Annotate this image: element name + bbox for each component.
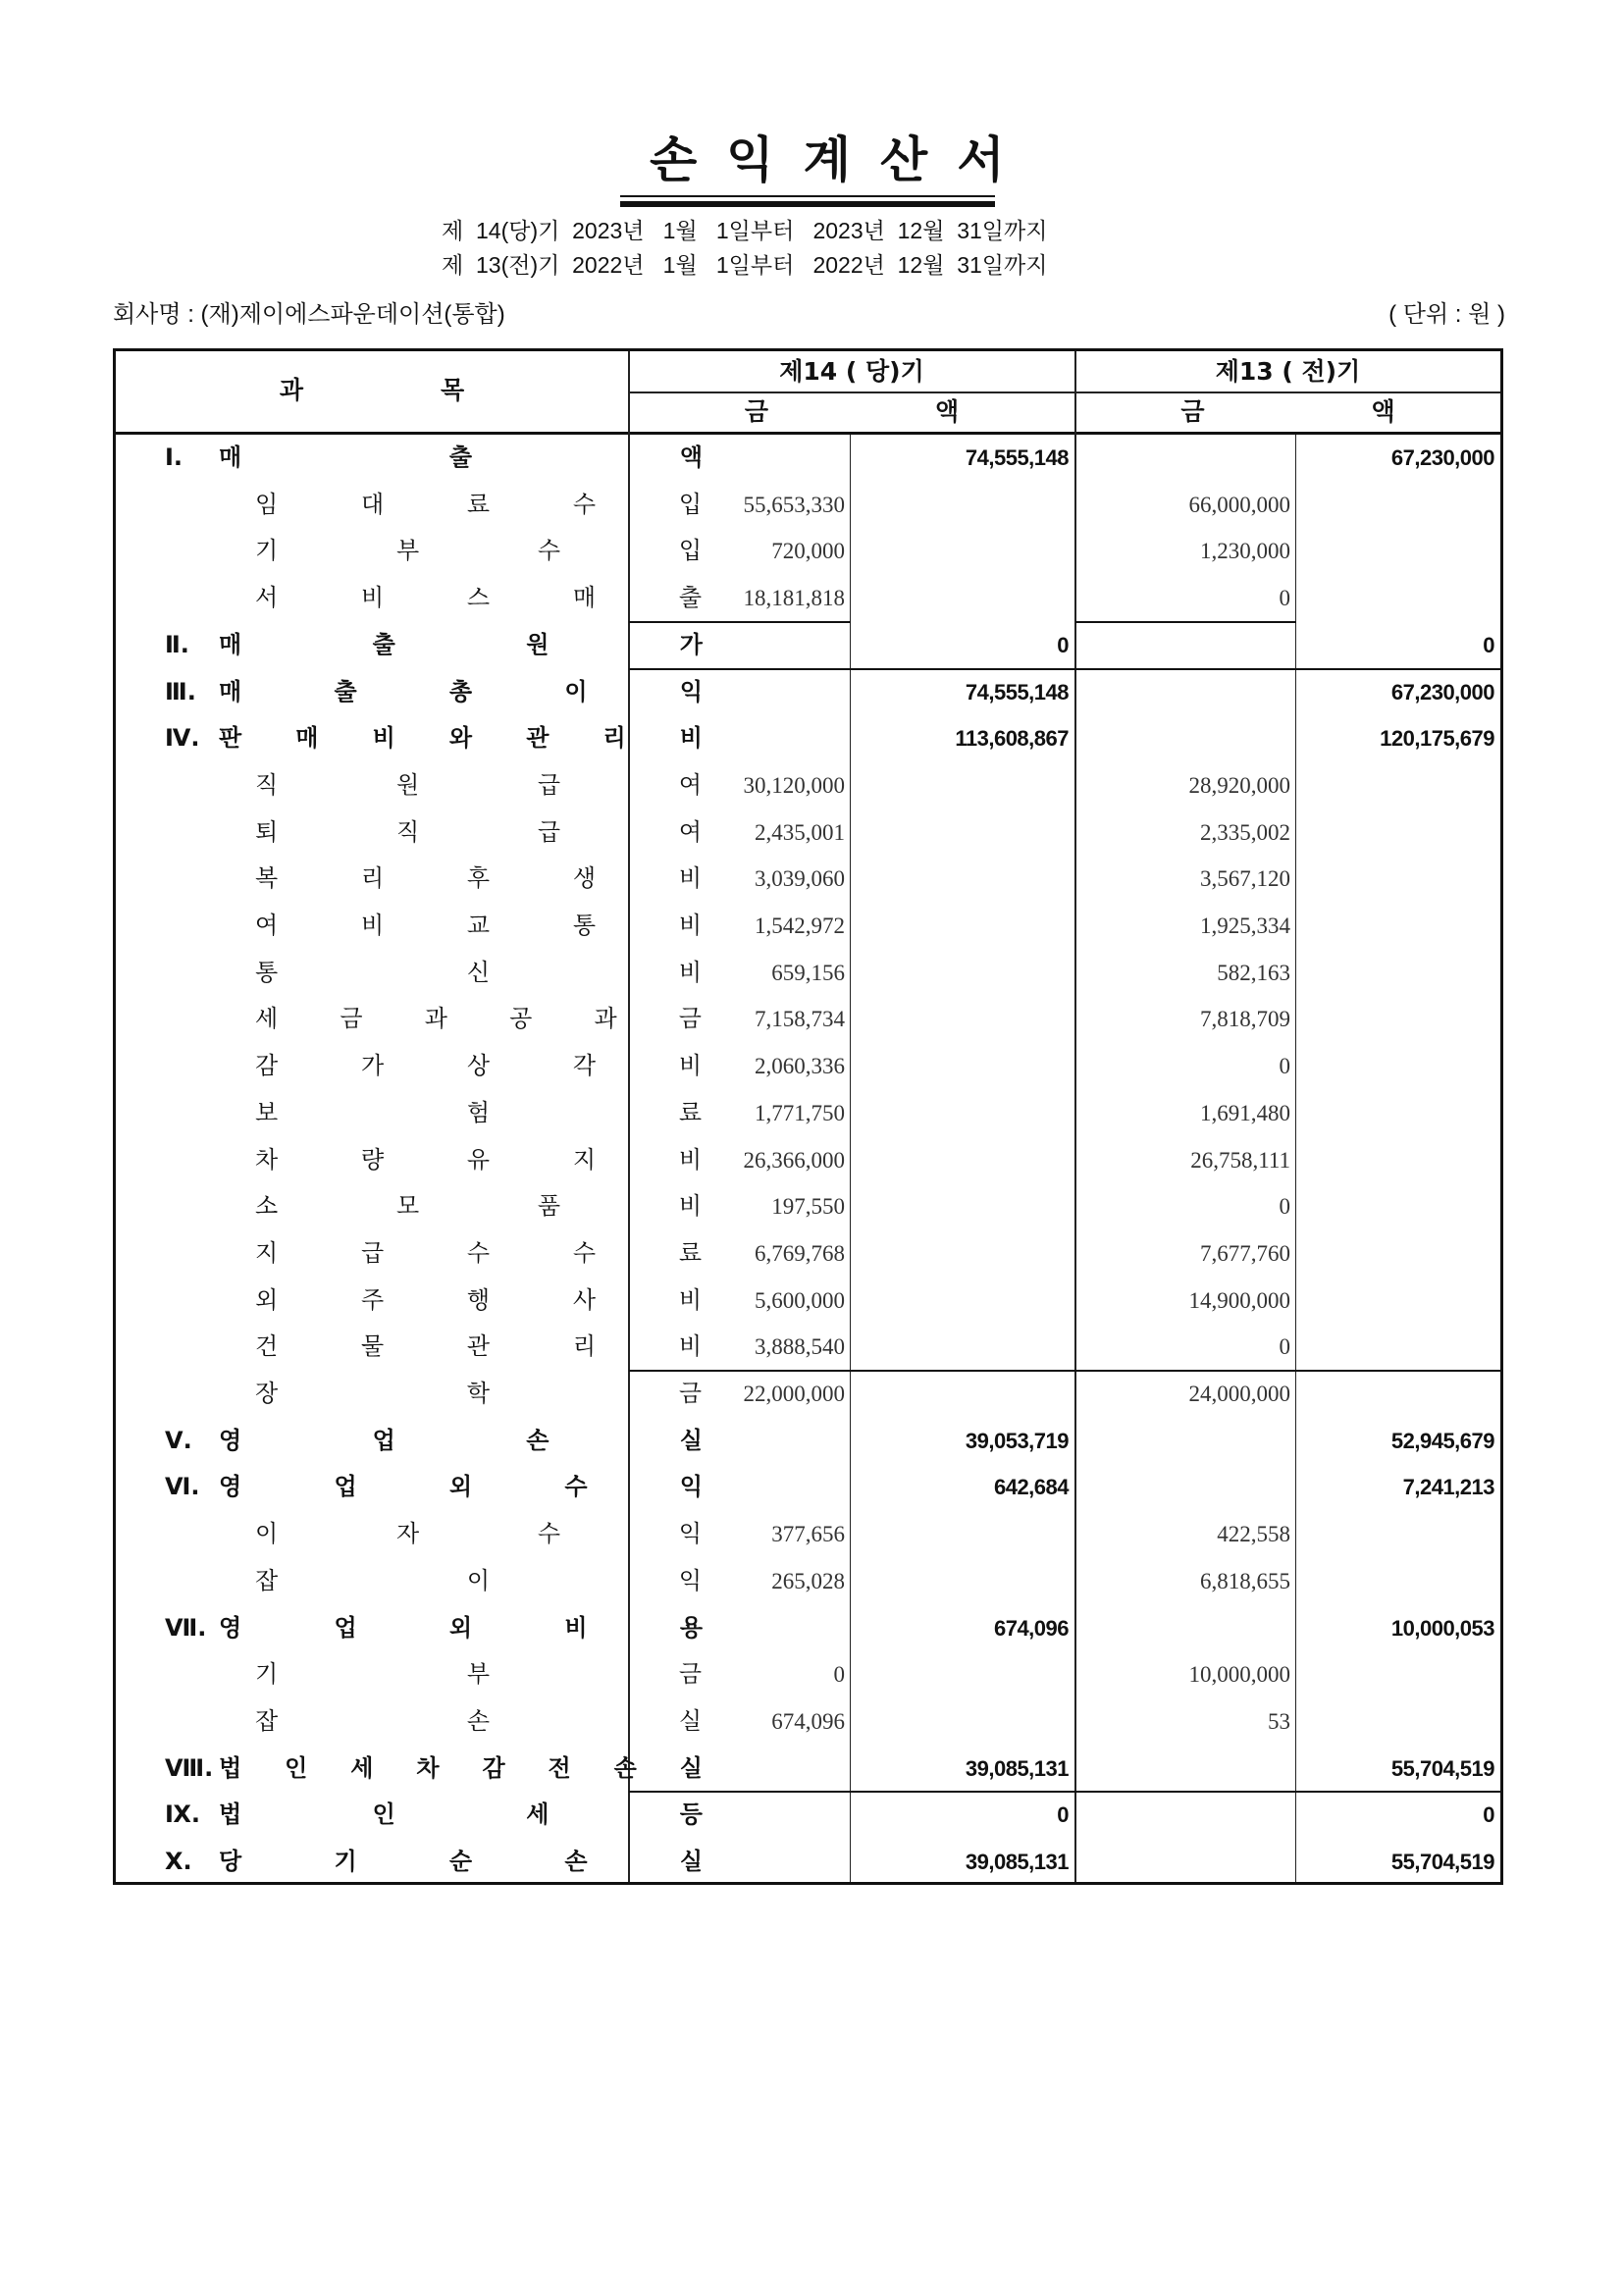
statement-row-item (116, 1137, 1500, 1184)
subject-char: 이 (564, 677, 588, 705)
subject-char: 실 (679, 1426, 703, 1454)
subject-char: 매 (295, 724, 319, 753)
prior-total-amount: 55,704,519 (1390, 1755, 1494, 1781)
subject-char: 잡 (255, 1706, 279, 1735)
income-statement-table (113, 348, 1503, 1885)
operating-loss-rule (629, 1370, 1500, 1372)
statement-row-major (116, 669, 1500, 716)
subject-char: 금 (340, 1005, 363, 1033)
subject-char: 리 (602, 724, 626, 753)
subject-char: 퇴 (255, 817, 279, 846)
current-detail-amount: 674,096 (771, 1708, 845, 1734)
subject-char: 감 (255, 1052, 279, 1080)
prior-detail-amount: 6,818,655 (1200, 1568, 1290, 1593)
subject-char: 가 (360, 1052, 385, 1080)
section-number: Ⅲ. (165, 677, 196, 705)
subject-char: 인 (285, 1753, 308, 1782)
prior-period-line: 제 13(전)기 2022년 1월 1일부터 2022년 12월 31일까지 (442, 252, 1048, 278)
subject-char: 행 (466, 1285, 491, 1314)
section-number: Ⅷ. (165, 1753, 214, 1782)
subject-char: 리 (572, 1332, 597, 1361)
current-total-amount: 674,096 (993, 1615, 1069, 1641)
subject-char: 급 (537, 817, 561, 846)
subject-char: 외 (255, 1285, 279, 1314)
subject-char: 원 (395, 770, 420, 799)
prior-total-amount: 67,230,000 (1390, 679, 1494, 704)
prior-total-amount: 55,704,519 (1390, 1850, 1494, 1874)
row-subject (165, 1792, 703, 1839)
subject-char: 생 (572, 864, 597, 893)
subject-char: 영 (219, 1426, 242, 1454)
subject-char: 소 (255, 1192, 279, 1221)
current-total-amount: 39,085,131 (965, 1755, 1069, 1781)
subject-char: 각 (572, 1052, 597, 1080)
prior-detail-amount: 26,758,111 (1190, 1147, 1290, 1173)
statement-row-item (116, 482, 1500, 529)
section-number: Ⅸ. (165, 1800, 201, 1829)
current-total-amount: 39,085,131 (965, 1850, 1069, 1874)
subject-char: 수 (572, 1238, 597, 1267)
subject-char: 매 (572, 584, 597, 612)
header-amount-char: 액 (1371, 397, 1395, 426)
subject-char: 판 (219, 724, 242, 753)
subject-char: 업 (372, 1426, 395, 1454)
subject-char: 가 (679, 630, 703, 658)
subject-char: 순 (448, 1848, 473, 1875)
subject-char: 영 (219, 1613, 242, 1642)
subject-char: 손 (466, 1706, 491, 1735)
current-total-amount: 74,555,148 (965, 679, 1069, 704)
subject-char: 잡 (255, 1566, 279, 1594)
prior-detail-amount: 0 (1279, 1334, 1290, 1360)
subject-char: 손 (564, 1848, 588, 1875)
subject-char: 총 (448, 677, 473, 705)
section-number: Ⅱ. (165, 630, 189, 658)
header-divider-period (629, 391, 1500, 393)
statement-row-item (116, 903, 1500, 950)
current-detail-amount: 30,120,000 (743, 772, 845, 798)
subject-char: 후 (466, 864, 491, 893)
subject-char: 법 (219, 1800, 242, 1829)
prior-detail-amount: 7,677,760 (1200, 1240, 1290, 1266)
subject-char: 대 (360, 490, 385, 518)
subject-char: 출 (334, 677, 357, 705)
header-amount-char: 금 (1180, 397, 1205, 426)
subject-char: 비 (372, 724, 395, 753)
subject-char: 와 (448, 724, 473, 753)
subject-char: 손 (526, 1426, 550, 1454)
subject-char: 비 (678, 1052, 702, 1080)
prior-detail-amount: 1,230,000 (1200, 539, 1290, 564)
current-detail-amount: 5,600,000 (755, 1287, 845, 1313)
subject-char: 량 (360, 1145, 385, 1174)
section-number: Ⅳ. (165, 724, 200, 753)
section-number: Ⅶ. (165, 1613, 207, 1642)
subject-char: 비 (679, 724, 703, 753)
current-total-amount: 0 (1057, 1802, 1069, 1828)
subject-char: 출 (678, 584, 702, 612)
prior-detail-amount: 3,567,120 (1200, 866, 1290, 892)
subject-char: 법 (219, 1753, 242, 1782)
subject-char: 외 (448, 1613, 473, 1642)
document-title: 손익계산서 (650, 131, 1034, 188)
statement-row-item (116, 1230, 1500, 1278)
row-subject (165, 715, 703, 762)
subject-char: 이 (255, 1520, 279, 1548)
subject-char: 임 (255, 490, 279, 518)
title-underline-thin (620, 195, 995, 197)
row-subject (165, 1839, 703, 1886)
statement-row-item (116, 1511, 1500, 1558)
current-detail-amount: 18,181,818 (743, 586, 845, 611)
subject-char: 익 (678, 1566, 702, 1594)
subject-char: 건 (255, 1332, 279, 1361)
subject-char: 금 (678, 1660, 702, 1689)
subject-char: 비 (678, 1192, 702, 1221)
subject-char: 교 (466, 912, 491, 939)
prior-detail-amount: 1,925,334 (1200, 913, 1290, 938)
subject-char: 급 (537, 770, 561, 799)
current-detail-amount: 265,028 (771, 1568, 845, 1593)
subject-char: 매 (219, 630, 242, 658)
subject-char: 세 (526, 1800, 550, 1829)
subject-char: 영 (219, 1473, 242, 1501)
prior-total-amount: 10,000,053 (1390, 1615, 1494, 1641)
prior-total-amount: 0 (1483, 1802, 1494, 1828)
subject-char: 여 (678, 817, 702, 846)
subject-char: 매 (219, 677, 242, 705)
subject-char: 직 (395, 817, 420, 846)
subject-char: 업 (334, 1613, 357, 1642)
subject-char: 기 (334, 1848, 357, 1875)
subject-char: 매 (219, 444, 242, 471)
row-subject (165, 1464, 703, 1511)
subject-char: 익 (679, 677, 703, 705)
subject-char: 신 (466, 958, 491, 986)
subject-char: 액 (679, 444, 703, 471)
current-total-amount: 113,608,867 (955, 726, 1069, 752)
statement-row-major (116, 622, 1500, 669)
section-number: Ⅴ. (165, 1426, 192, 1454)
statement-row-item (116, 1043, 1500, 1090)
net-loss-rule (629, 1791, 1500, 1793)
statement-row-item (116, 1558, 1500, 1605)
subject-char: 지 (255, 1238, 279, 1267)
prior-total-amount: 0 (1483, 632, 1494, 657)
subject-char: 수 (537, 537, 561, 565)
current-detail-amount: 720,000 (771, 539, 845, 564)
current-total-amount: 39,053,719 (965, 1428, 1069, 1453)
prior-detail-amount: 582,163 (1217, 960, 1290, 985)
statement-row-major (116, 1792, 1500, 1839)
statement-row-item (116, 1698, 1500, 1746)
current-detail-amount: 659,156 (771, 960, 845, 985)
prior-total-amount: 52,945,679 (1390, 1428, 1494, 1453)
subject-char: 비 (678, 864, 702, 893)
subject-char: 비 (360, 912, 385, 939)
subject-char: 통 (572, 912, 597, 939)
prior-detail-amount: 0 (1279, 1194, 1290, 1220)
subject-char: 비 (678, 1145, 702, 1174)
current-detail-amount: 6,769,768 (755, 1240, 845, 1266)
subject-char: 익 (679, 1473, 703, 1501)
subject-char: 당 (219, 1848, 242, 1875)
statement-row-major (116, 1746, 1500, 1793)
current-total-amount: 642,684 (993, 1475, 1069, 1500)
subject-char: 익 (678, 1520, 702, 1548)
row-subject (165, 669, 703, 716)
current-detail-amount: 1,542,972 (755, 913, 845, 938)
title-underline-thick (620, 201, 995, 207)
subject-char: 금 (678, 1380, 702, 1407)
subject-char: 원 (526, 630, 550, 658)
subject-char: 수 (572, 490, 597, 518)
prior-detail-amount: 24,000,000 (1188, 1382, 1290, 1406)
statement-row-item (116, 575, 1500, 622)
subject-char: 손 (613, 1753, 637, 1782)
subject-char: 학 (466, 1380, 491, 1407)
statement-row-item (116, 1651, 1500, 1698)
subject-char: 험 (466, 1098, 491, 1126)
subject-char: 상 (466, 1052, 491, 1080)
subject-char: 등 (679, 1800, 703, 1829)
subject-char: 서 (255, 584, 279, 612)
unit-label: ( 단위 : 원 ) (1388, 301, 1505, 328)
section-number: Ⅰ. (165, 444, 183, 471)
current-detail-amount: 1,771,750 (755, 1100, 845, 1125)
subject-char: 여 (255, 912, 279, 939)
subject-char: 복 (255, 864, 279, 893)
header-subject (116, 371, 628, 410)
current-period-line: 제 14(당)기 2023년 1월 1일부터 2023년 12월 31일까지 (442, 218, 1048, 243)
subject-char: 감 (482, 1753, 505, 1782)
prior-detail-amount: 0 (1279, 586, 1290, 611)
subject-char: 사 (572, 1285, 597, 1314)
subject-char: 세 (350, 1753, 374, 1782)
subject-char: 통 (255, 958, 279, 986)
subject-char: 관 (466, 1332, 491, 1361)
prior-detail-amount: 422,558 (1217, 1522, 1290, 1547)
subject-char: 비 (360, 584, 385, 612)
row-subject (165, 435, 703, 482)
subject-char: 직 (255, 770, 279, 799)
statement-row-item (116, 996, 1500, 1043)
subject-char: 비 (678, 1285, 702, 1314)
current-total-amount: 74,555,148 (965, 445, 1069, 470)
subject-char: 업 (334, 1473, 357, 1501)
subject-char: 용 (679, 1613, 703, 1642)
prior-detail-amount: 14,900,000 (1188, 1287, 1290, 1313)
prior-detail-amount: 1,691,480 (1200, 1100, 1290, 1125)
subject-char: 지 (572, 1145, 597, 1174)
prior-detail-amount: 7,818,709 (1200, 1007, 1290, 1032)
subject-char: 공 (509, 1005, 533, 1033)
subject-char: 스 (466, 584, 491, 612)
current-total-amount: 0 (1057, 632, 1069, 657)
subject-char: 유 (466, 1145, 491, 1174)
subject-char: 부 (395, 537, 420, 565)
header-prior-period: 제13 ( 전)기 (1215, 357, 1361, 386)
statement-row-item (116, 1371, 1500, 1418)
subject-char: 급 (360, 1238, 385, 1267)
subject-char: 리 (360, 864, 385, 893)
subtotal-rule-current (629, 621, 851, 623)
row-subject (165, 1746, 703, 1793)
subject-char: 출 (448, 444, 473, 471)
subject-char: 료 (678, 1098, 702, 1126)
subject-char: 과 (424, 1005, 447, 1033)
subject-char: 수 (564, 1473, 588, 1501)
row-subject (165, 622, 703, 669)
subject-char: 자 (395, 1520, 420, 1548)
subject-char: 여 (678, 770, 702, 799)
subject-char: 료 (678, 1238, 702, 1267)
statement-row-major (116, 1605, 1500, 1652)
section-number: Ⅵ. (165, 1473, 200, 1501)
header-subject-char: 목 (441, 376, 465, 404)
current-detail-amount: 7,158,734 (755, 1007, 845, 1032)
current-detail-amount: 3,039,060 (755, 866, 845, 892)
subject-char: 비 (678, 1332, 702, 1361)
header-subject-char: 과 (279, 376, 303, 404)
row-subject (165, 1418, 703, 1465)
subject-char: 금 (678, 1005, 702, 1033)
prior-detail-amount: 2,335,002 (1200, 819, 1290, 845)
subject-char: 차 (416, 1753, 440, 1782)
subject-char: 비 (678, 912, 702, 939)
subject-char: 외 (448, 1473, 473, 1501)
current-detail-amount: 26,366,000 (743, 1147, 845, 1173)
current-detail-amount: 22,000,000 (743, 1382, 845, 1406)
statement-row-item (116, 1324, 1500, 1371)
statement-row-item (116, 762, 1500, 809)
statement-row-item (116, 1278, 1500, 1325)
company-name: 회사명 : (재)제이에스파운데이션(통합) (113, 301, 505, 328)
current-detail-amount: 2,060,336 (755, 1054, 845, 1079)
prior-detail-amount: 53 (1268, 1708, 1290, 1734)
subject-char: 관 (526, 724, 550, 753)
subject-char: 차 (255, 1145, 279, 1174)
prior-total-amount: 67,230,000 (1390, 445, 1494, 470)
subject-char: 수 (537, 1520, 561, 1548)
subject-char: 실 (678, 1706, 702, 1735)
statement-row-major (116, 1839, 1500, 1886)
subject-char: 료 (466, 490, 491, 518)
subject-char: 실 (679, 1848, 703, 1875)
current-detail-amount: 377,656 (771, 1522, 845, 1547)
current-detail-amount: 3,888,540 (755, 1334, 845, 1360)
statement-row-item (116, 528, 1500, 575)
prior-total-amount: 120,175,679 (1380, 726, 1494, 752)
prior-detail-amount: 0 (1279, 1054, 1290, 1079)
current-detail-amount: 197,550 (771, 1194, 845, 1220)
subject-char: 이 (466, 1566, 491, 1594)
statement-row-item (116, 1090, 1500, 1137)
header-amount-char: 액 (935, 397, 960, 426)
subject-char: 기 (255, 1660, 279, 1689)
subject-char: 실 (679, 1753, 703, 1782)
statement-row-major (116, 1418, 1500, 1465)
subject-char: 부 (466, 1660, 491, 1689)
header-prior-amount (1075, 392, 1500, 432)
subject-char: 주 (360, 1285, 385, 1314)
subject-char: 입 (678, 490, 702, 518)
subject-char: 수 (466, 1238, 491, 1267)
subject-char: 세 (255, 1005, 279, 1033)
subject-char: 기 (255, 537, 279, 565)
row-subject (165, 1605, 703, 1652)
prior-total-amount: 7,241,213 (1402, 1475, 1494, 1500)
statement-row-major (116, 715, 1500, 762)
subject-char: 품 (537, 1192, 561, 1221)
statement-row-item (116, 809, 1500, 857)
subject-char: 과 (594, 1005, 617, 1033)
statement-row-major (116, 435, 1500, 482)
subject-char: 장 (255, 1380, 279, 1407)
statement-row-item (116, 1183, 1500, 1230)
statement-row-major (116, 1464, 1500, 1511)
statement-row-item (116, 950, 1500, 997)
prior-detail-amount: 66,000,000 (1188, 492, 1290, 517)
subject-char: 비 (678, 958, 702, 986)
subject-char: 인 (372, 1800, 395, 1829)
prior-detail-amount: 28,920,000 (1188, 772, 1290, 798)
prior-detail-amount: 10,000,000 (1188, 1662, 1290, 1688)
statement-row-item (116, 856, 1500, 903)
subject-char: 출 (372, 630, 395, 658)
subject-char: 모 (395, 1192, 420, 1221)
gross-profit-rule (629, 668, 1500, 670)
subtotal-rule-prior (1075, 621, 1296, 623)
current-detail-amount: 2,435,001 (755, 819, 845, 845)
subject-char: 전 (548, 1753, 571, 1782)
subject-char: 보 (255, 1098, 279, 1126)
header-amount-char: 금 (744, 397, 768, 426)
section-number: Ⅹ. (165, 1848, 192, 1875)
header-current-amount (629, 392, 1074, 432)
header-current-period: 제14 ( 당)기 (779, 357, 924, 386)
current-detail-amount: 0 (833, 1662, 845, 1688)
subject-char: 물 (360, 1332, 385, 1361)
subject-char: 비 (564, 1613, 588, 1642)
current-detail-amount: 55,653,330 (743, 492, 845, 517)
subject-char: 입 (678, 537, 702, 565)
